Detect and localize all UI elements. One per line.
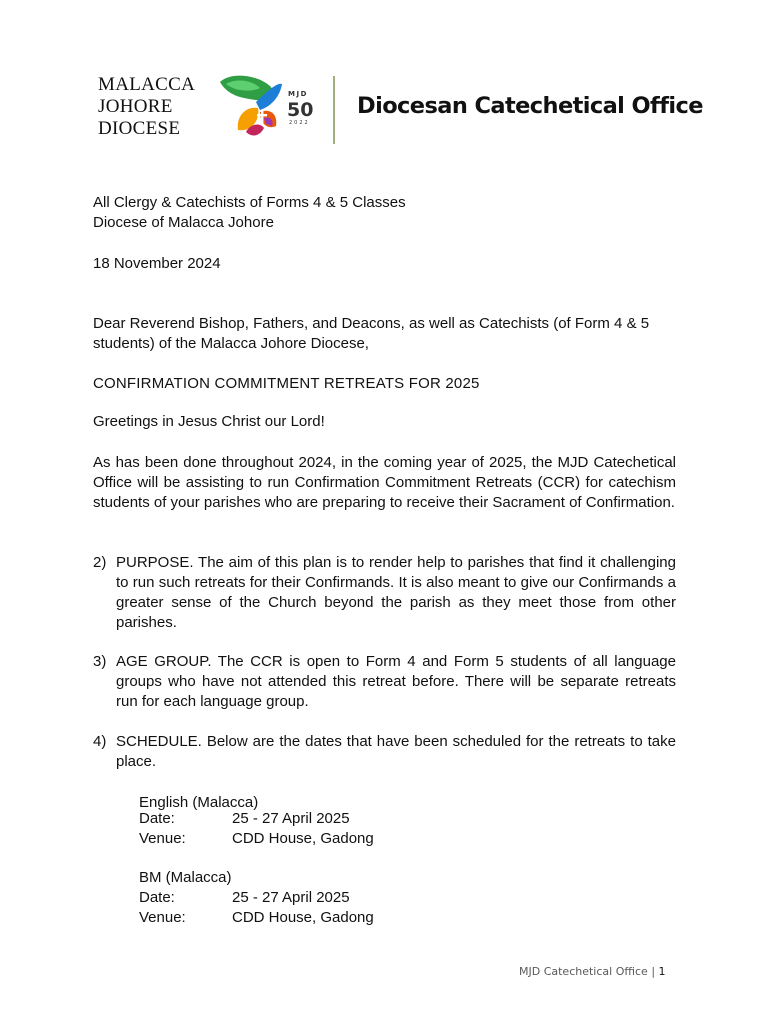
logo-number: 50 [287,99,314,121]
diocese-name [98,74,195,140]
list-item-number: 2) [93,554,107,571]
salutation-line: Dear Reverend Bishop, Fathers, and Deacons, as well as Catechists (of Form 4 & 5 [93,315,650,332]
schedule-date-row [139,888,374,908]
list-item-purpose [93,553,676,633]
venue-label: Venue: [139,830,186,847]
date-label: Date: [139,810,175,827]
list-item-schedule [93,732,676,772]
footer-text: MJD Catechetical Office [519,965,648,978]
date-text: 18 November 2024 [93,255,221,272]
list-item-number: 4) [93,733,107,750]
subject-line [93,374,676,394]
recipient-line: All Clergy & Catechists of Forms 4 & 5 Classes [93,194,406,211]
salutation [93,314,676,354]
subject-text: CONFIRMATION COMMITMENT RETREATS FOR 2025 [93,375,480,392]
list-item-text: PURPOSE. The aim of this plan is to render help to parishes that find it challenging to run such retreats for their Confirmands. It is also meant to give our Confirmands a greater sense of the Church beyond the parish as they meet those from other parishes. [116,554,676,631]
greeting [93,412,676,432]
page-footer [519,965,666,978]
date-value: 25 - 27 April 2025 [232,889,350,906]
diocese-name-line: DIOCESE [98,118,181,139]
schedule-entry [139,868,374,928]
list-item-number: 3) [93,653,107,670]
letter-date [93,254,676,274]
intro-paragraph: As has been done throughout 2024, in the coming year of 2025, the MJD Catechetical Office will be assisting to run Confirmation Commitment Retreats (CCR) for catechism students of your parishes who are preparing to receive their Sacrament of Confirmation. [93,454,676,511]
diocese-name-line: JOHORE [98,96,173,117]
diocese-name-line: MALACCA [98,74,196,95]
date-value: 25 - 27 April 2025 [232,810,350,827]
list-item-text: SCHEDULE. Below are the dates that have been scheduled for the retreats to take place. [116,733,676,770]
logo-year: 2022 [289,120,310,126]
schedule-entry [139,793,374,849]
recipient-block [93,193,676,233]
footer-separator: | [651,965,656,978]
mjd-50-logo-icon [216,72,336,146]
schedule-group: English (Malacca) [139,794,259,811]
list-item-age-group [93,652,676,712]
schedule-venue-row [139,908,374,928]
date-label: Date: [139,889,175,906]
venue-label: Venue: [139,909,186,926]
recipient-line: Diocese of Malacca Johore [93,214,274,231]
office-title: Diocesan Catechetical Office [357,93,703,119]
logo-letters: MJD [288,90,308,98]
salutation-line: students) of the Malacca Johore Diocese, [93,335,369,352]
schedule-date-row [139,809,374,829]
letterhead [0,0,768,160]
greeting-text: Greetings in Jesus Christ our Lord! [93,413,325,430]
list-item-text: AGE GROUP. The CCR is open to Form 4 and Form 5 students of all language groups who have not attended this retreat before. There will be separate retreats run for each language group. [116,653,676,710]
venue-value: CDD House, Gadong [232,909,374,926]
header-divider [333,76,335,144]
schedule-group: BM (Malacca) [139,869,232,886]
venue-value: CDD House, Gadong [232,830,374,847]
page-number: 1 [658,965,666,978]
schedule-venue-row [139,829,374,849]
